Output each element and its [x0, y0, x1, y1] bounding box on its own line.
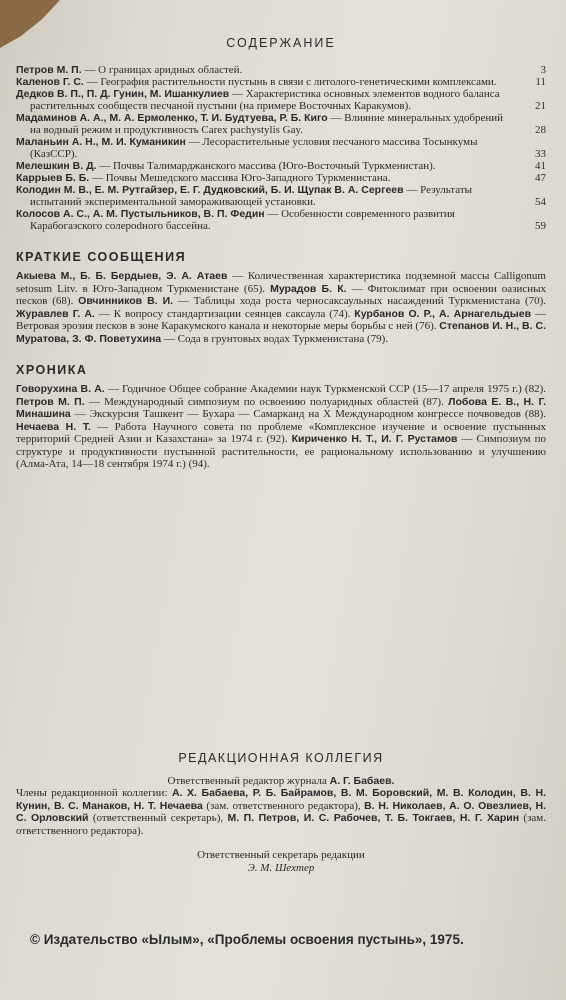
toc-title: — Почвы Талимарджанского массива (Юго-Восточный Туркменистан). — [99, 160, 436, 172]
toc-entry — [16, 160, 546, 172]
toc-author: Каррыев Б. Б. — [16, 172, 90, 184]
toc-entry-text — [16, 172, 514, 184]
entry-text: — Работа Научного совета по проблеме «Комплексное изучение и освоение пустынных территорий Средней Азии и Казахстана» за 1974 г. (92). — [16, 420, 546, 445]
brief-heading: КРАТКИЕ СООБЩЕНИЯ — [16, 250, 187, 264]
toc-entry — [16, 136, 546, 160]
toc-page-number: 11 — [535, 76, 546, 88]
toc-page-number: 21 — [535, 100, 546, 112]
toc-title: — Особенности современного развития Карабогазского солерodного бассейна. — [30, 208, 455, 232]
toc-title: — Лесорастительные условия песчаного массива Тосынкумы (КазССР). — [30, 136, 478, 160]
author: Лобова Е. В., Н. Г. Минашина — [16, 395, 547, 420]
editor-name: А. Г. Бабаев. — [329, 774, 395, 787]
entry-text: — Международный симпозиум по освоению полуаридных областей (87). — [88, 395, 444, 408]
toc-page-number: 54 — [535, 196, 546, 208]
members: А. Х. Бабаева, Р. Б. Байрамов, В. М. Боровский, М. В. Колодин, В. Н. Кунин, В. С. Манаков, Н. Т. Нечаева — [16, 787, 547, 812]
toc-title: — Результаты испытаний экспериментальной замораживающей установки. — [30, 184, 473, 208]
toc-author: Каленов Г. С. — [16, 76, 84, 88]
board-heading: РЕДАКЦИОННАЯ КОЛЛЕГИЯ — [178, 751, 384, 765]
entry-text: — Ветровая эрозия песков в зоне Каракумского канала и некоторые меры борьбы с ней (76). — [16, 307, 546, 332]
toc-list — [16, 64, 546, 232]
toc-author: Мадаминов А. А., М. А. Ермоленко, Т. И. Будтуева, Р. Б. Киго — [16, 112, 328, 124]
toc-author: Петров М. П. — [16, 64, 82, 76]
contents-section — [16, 36, 546, 471]
entry-text: — Годичное Общее собрание Академии наук Туркменской ССР (15—17 апреля 1975 г.) (82). — [107, 383, 546, 395]
toc-entry-text — [16, 208, 514, 232]
toc-page-number: 47 — [535, 172, 546, 184]
author: Петров М. П. — [16, 395, 85, 408]
toc-title: — Характеристика основных элементов водного баланса растительных сообществ песчаной пустыни (на примере Восточных Каракумов). — [30, 88, 500, 112]
member-note: (зам. ответственного редактора). — [16, 812, 547, 837]
toc-entry — [16, 64, 546, 76]
toc-entry — [16, 88, 546, 112]
toc-entry — [16, 76, 546, 88]
editor-label: Ответственный редактор журнала — [167, 774, 327, 787]
chief-editor — [16, 775, 546, 788]
toc-entry-text — [16, 88, 514, 112]
author: Акыева М., Б. Б. Бердыев, Э. А. Атаев — [16, 270, 228, 282]
author: Нечаева Н. Т. — [16, 420, 91, 433]
contents-heading: СОДЕРЖАНИЕ — [226, 36, 336, 50]
entry-text: — Количественная характеристика подземной массы Calligonum setosum Litv. в Юго-Западном Туркменистане (65). — [16, 270, 546, 295]
toc-entry-text — [16, 76, 514, 88]
publisher-footer: © Издательство «Ылым», «Проблемы освоения пустынь», 1975. — [30, 932, 464, 947]
toc-title: — География растительности пустынь в связи с литолого-генетическими комплексами. — [86, 76, 497, 88]
toc-entry — [16, 112, 546, 136]
toc-author: Маланьин А. Н., М. И. Куманикин — [16, 136, 186, 148]
toc-entry-text — [16, 184, 514, 208]
toc-author: Дедков В. П., П. Д. Гунин, М. Ишанкулиев — [16, 88, 230, 100]
toc-page-number: 33 — [535, 148, 546, 160]
author: Курбанов О. Р., А. Арнагельдыев — [354, 307, 532, 320]
member-note: (ответственный секретарь), — [92, 812, 224, 824]
author: Мурадов Б. К. — [270, 282, 347, 295]
toc-entry — [16, 208, 546, 232]
member-note: (зам. ответственного редактора), — [206, 799, 361, 812]
toc-page-number: 41 — [535, 160, 546, 172]
toc-entry-text — [16, 112, 514, 136]
author: Степанов И. Н., В. С. Муратова, З. Ф. Поветухина — [16, 320, 546, 345]
entry-text: — Фитоклимат при освоении оазисных песков (68). — [16, 282, 547, 307]
toc-entry — [16, 184, 546, 208]
chronicle-paragraph — [16, 383, 546, 471]
author: Кириченко Н. Т., И. Г. Рустамов — [291, 433, 458, 445]
toc-author: Мелешкин В. Д. — [16, 160, 97, 172]
toc-author: Колодин М. В., Е. М. Рутгайзер, Е. Г. Дудковский, Б. И. Щупак В. А. Сергеев — [16, 184, 404, 196]
chronicle-heading: ХРОНИКА — [16, 363, 88, 377]
toc-page-number: 28 — [535, 124, 546, 136]
entry-text: — Таблицы хода роста черносаксаульных насаждений Туркменистана (70). — [177, 295, 547, 307]
editorial-board — [16, 752, 546, 874]
members: М. П. Петров, И. С. Рабочев, Т. Б. Токгаев, Н. Г. Харин — [227, 812, 520, 824]
members: В. Н. Николаев, А. О. Овезлиев, Н. С. Орловский — [16, 799, 547, 824]
secretary-label: Ответственный секретарь редакции — [197, 849, 365, 861]
toc-entry — [16, 172, 546, 184]
author: Овчинников В. И. — [78, 295, 174, 307]
toc-title: — О границах аридных областей. — [84, 64, 243, 76]
secretary-name: Э. М. Шехтер — [247, 861, 315, 874]
toc-title: — Влияние минеральных удобрений на водный режим и продуктивность Carex pachystylis Gay. — [30, 112, 504, 136]
entry-text: — Симпозиум по структуре и продуктивности пустынной растительности, ее рациональному использованию и улучшению (Алма-Ата, 14—18 сентября 1974 г.) (94). — [16, 433, 547, 470]
toc-author: Колосов А. С., А. М. Пустыльников, В. П. Федин — [16, 208, 265, 220]
entry-text: — К вопросу стандартизации сеянцев саксаула (74). — [98, 307, 351, 320]
toc-entry-text — [16, 64, 514, 76]
author: Журавлев Г. А. — [16, 307, 95, 320]
entry-text: — Экскурсия Ташкент — Бухара — Самарканд на X Международном конгрессе почвоведов (88). — [74, 408, 547, 420]
toc-entry-text — [16, 160, 514, 172]
toc-title: — Почвы Мешедского массива Юго-Западного Туркменистана. — [91, 172, 391, 184]
members-label: Члены редакционной коллегии: — [16, 787, 168, 799]
author: Говорухина В. А. — [16, 383, 105, 395]
brief-paragraph — [16, 270, 546, 345]
toc-page-number: 3 — [540, 64, 546, 76]
toc-page-number: 59 — [535, 220, 546, 232]
board-members — [16, 787, 546, 837]
entry-text: — Сода в грунтовых водах Туркменистана (79). — [163, 332, 389, 345]
toc-entry-text — [16, 136, 514, 160]
